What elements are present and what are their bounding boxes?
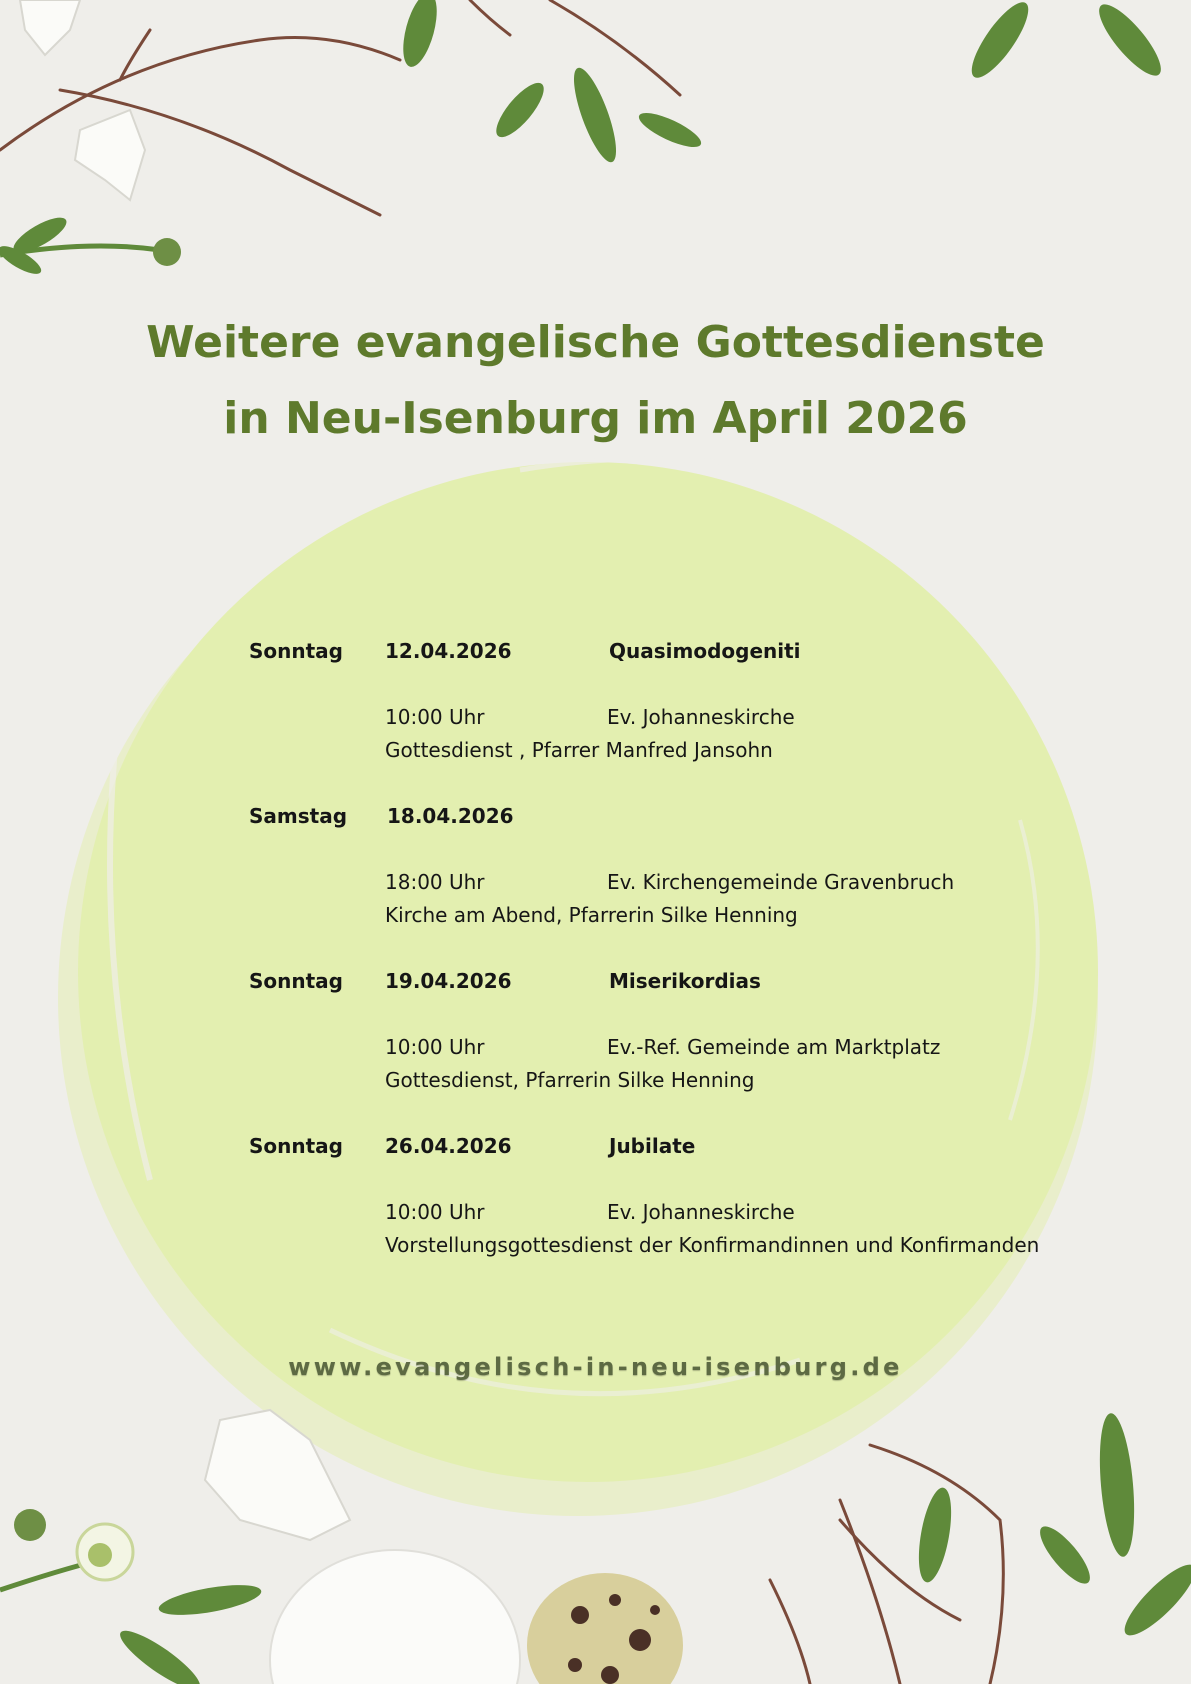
service-occasion: Jubilate xyxy=(609,1134,696,1158)
service-occasion: Miserikordias xyxy=(609,969,761,993)
service-day: Sonntag xyxy=(249,969,343,993)
service-location: Ev. Johanneskirche xyxy=(607,705,795,729)
title-line-2: in Neu-Isenburg im April 2026 xyxy=(223,393,968,444)
service-day: Sonntag xyxy=(249,639,343,663)
service-description: Vorstellungsgottesdienst der Konfirmandinnen und Konfirmanden xyxy=(385,1233,1040,1257)
service-occasion: Quasimodogeniti xyxy=(609,639,801,663)
website-link[interactable]: www.evangelisch-in-neu-isenburg.de xyxy=(288,1353,903,1381)
service-date: 26.04.2026 xyxy=(385,1134,512,1158)
service-day: Samstag xyxy=(249,804,348,828)
service-location: Ev. Johanneskirche xyxy=(607,1200,795,1224)
service-location: Ev.-Ref. Gemeinde am Marktplatz xyxy=(607,1035,941,1059)
service-date: 18.04.2026 xyxy=(387,804,514,828)
service-time: 18:00 Uhr xyxy=(385,870,485,894)
service-day: Sonntag xyxy=(249,1134,343,1158)
service-date: 12.04.2026 xyxy=(385,639,512,663)
service-date: 19.04.2026 xyxy=(385,969,512,993)
service-description: Gottesdienst, Pfarrerin Silke Henning xyxy=(385,1068,755,1092)
title-line-1: Weitere evangelische Gottesdienste xyxy=(146,317,1045,368)
service-location: Ev. Kirchengemeinde Gravenbruch xyxy=(607,870,955,894)
service-time: 10:00 Uhr xyxy=(385,1200,485,1224)
service-time: 10:00 Uhr xyxy=(385,705,485,729)
service-time: 10:00 Uhr xyxy=(385,1035,485,1059)
service-description: Kirche am Abend, Pfarrerin Silke Henning xyxy=(385,903,798,927)
service-description: Gottesdienst , Pfarrer Manfred Jansohn xyxy=(385,738,773,762)
